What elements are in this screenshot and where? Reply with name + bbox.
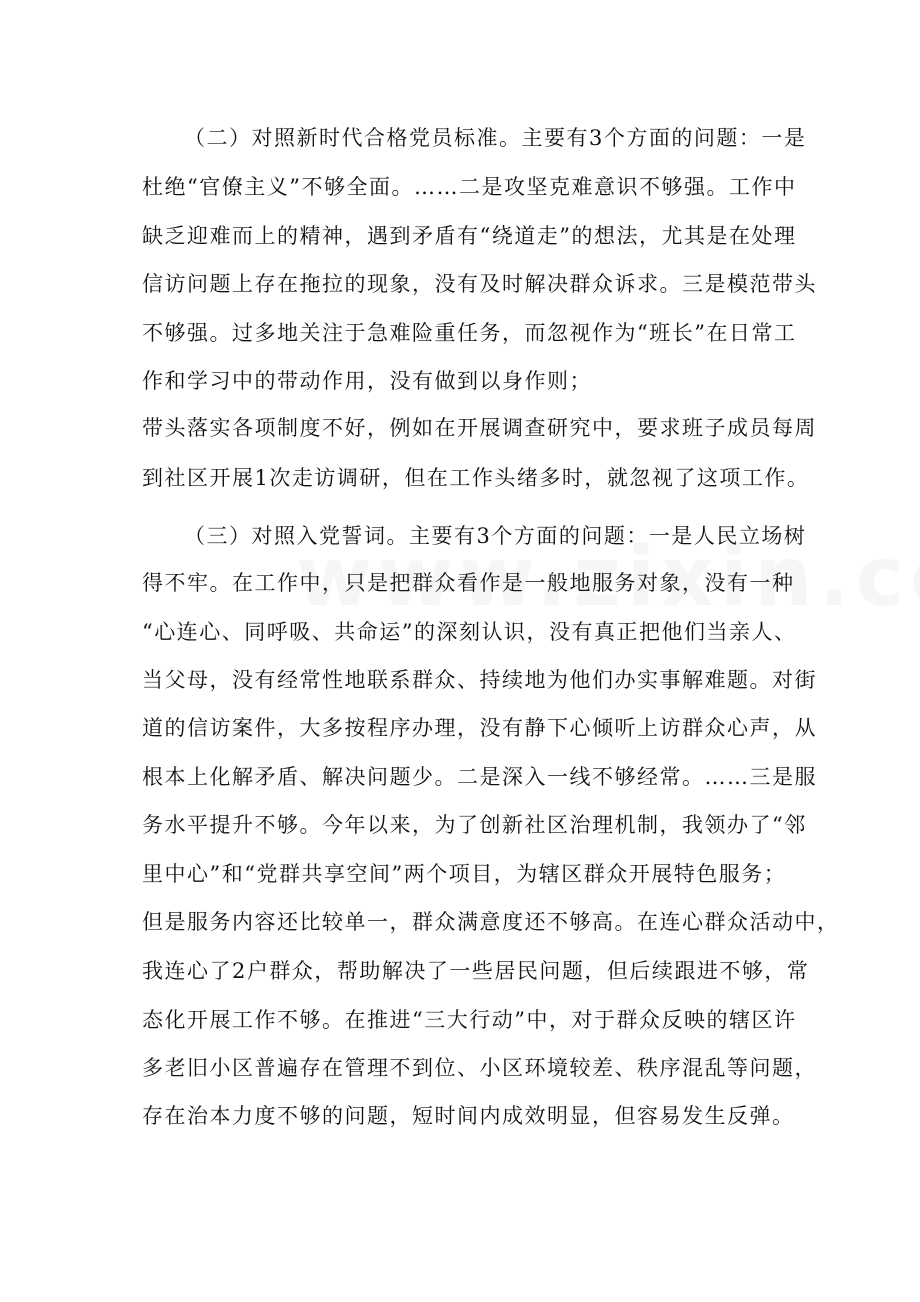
text-line: 但是服务内容还比较单一，群众满意度还不够高。在连心群众活动中， [142,910,840,934]
text-line: 得不牢。在工作中，只是把群众看作是一般地服务对象，没有一种 [142,571,795,595]
text-line: 态化开展工作不够。在推进“三大行动”中，对于群众反映的辖区许 [142,1008,797,1032]
text-line: 杜绝“官僚主义”不够全面。……二是攻坚克难意识不够强。工作中 [142,175,797,199]
text-line: 信访问题上存在拖拉的现象，没有及时解决群众诉求。三是模范带头 [142,272,817,296]
text-line: 当父母，没有经常性地联系群众、持续地为他们办实事解难题。对街 [142,668,817,692]
text-line: 存在治本力度不够的问题，短时间内成效明显，但容易发生反弹。 [142,1104,795,1128]
text-line: 道的信访案件，大多按程序办理，没有静下心倾听上访群众心声，从 [142,716,817,740]
text-line: 缺乏迎难而上的精神，遇到矛盾有“绕道走”的想法，尤其是在处理 [142,224,797,248]
text-line: 到社区开展1次走访调研，但在工作头绪多时，就忽视了这项工作。 [142,466,810,490]
text-line: 带头落实各项制度不好，例如在开展调查研究中，要求班子成员每周 [142,416,817,440]
text-line: （二）对照新时代合格党员标准。主要有3个方面的问题：一是 [184,126,807,150]
text-line: 里中心”和“党群共享空间”两个项目，为辖区群众开展特色服务； [142,862,787,886]
text-line: 多老旧小区普遍存在管理不到位、小区环境较差、秩序混乱等问题， [142,1056,817,1080]
text-line: 作和学习中的带动作用，没有做到以身作则； [142,369,592,393]
text-line: 不够强。过多地关注于急难险重任务，而忽视作为“班长”在日常工 [142,321,797,345]
text-line: 我连心了2户群众，帮助解决了一些居民问题，但后续跟进不够，常 [142,959,810,983]
text-line: “心连心、同呼吸、共命运”的深刻认识，没有真正把他们当亲人、 [142,620,797,644]
text-line: （三）对照入党誓词。主要有3个方面的问题：一是人民立场树 [184,524,807,548]
text-line: 务水平提升不够。今年以来，为了创新社区治理机制，我领办了“邻 [142,813,807,837]
text-line: 根本上化解矛盾、解决问题少。二是深入一线不够经常。……三是服 [142,765,817,789]
